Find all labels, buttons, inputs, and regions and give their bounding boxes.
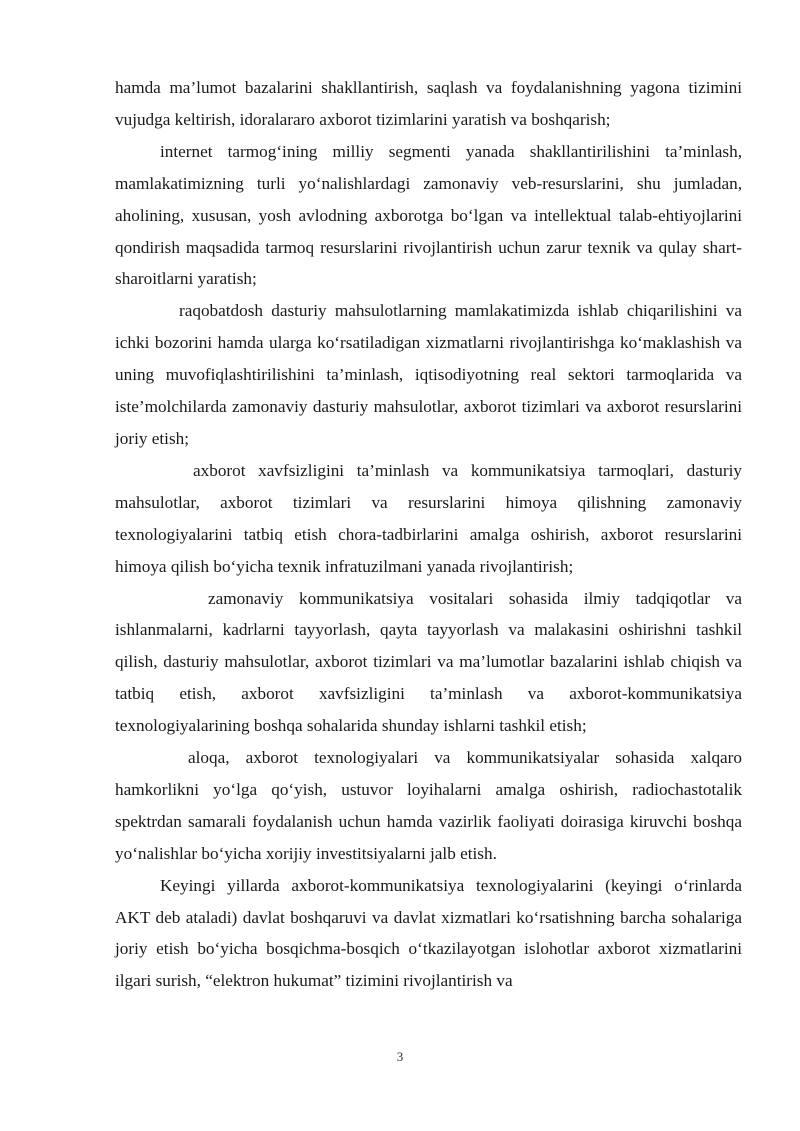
paragraph-research-and-training: zamonaviy kommunikatsiya vositalari sohasida ilmiy tadqiqotlar va ishlanmalarni, kadrlarni tayyorlash, qayta tayyorlash va malakasini oshirishni tashkil qilish, dasturiy mahsulotlar, axborot tizimlari va ma’lumotlar bazalarini ishlab chiqish va tatbiq etish, axborot xavfsizligini ta’minlash va axborot-kommunikatsiya texnologiyalarining boshqa sohalarida shunday ishlarni tashkil etish; [115, 588, 742, 736]
body-text [115, 72, 742, 997]
paragraph-software-products: raqobatdosh dasturiy mahsulotlarning mamlakatimizda ishlab chiqarilishini va ichki bozorini hamda ularga ko‘rsatiladigan xizmatlarni rivojlantirishga ko‘maklashish va uning muvofiqlashtirilishini ta’minlash, iqtisodiyotning real sektori tarmoqlarida va iste’molchilarda zamonaviy dasturiy mahsulotlar, axborot tizimlari va axborot resurslarini joriy etish; [115, 301, 742, 448]
paragraph-continuation: hamda ma’lumot bazalarini shakllantirish, saqlash va foydalanishning yagona tizimini vujudga keltirish, idoralararo axborot tizimlarini yaratish va boshqarish; [115, 78, 742, 129]
paragraph-international-cooperation: aloqa, axborot texnologiyalari va kommunikatsiyalar sohasida xalqaro hamkorlikni yo‘lga qo‘yish, ustuvor loyihalarni amalga oshirish, radiochastotalik spektrdan samarali foydalanish uchun hamda vazirlik faoliyati doirasiga kiruvchi boshqa yo‘nalishlar bo‘yicha xorijiy investitsiyalarni jalb etish. [115, 748, 742, 863]
paragraph-internet-segment: internet tarmog‘ining milliy segmenti yanada shakllantirilishini ta’minlash, mamlakatimizning turli yo‘nalishlardagi zamonaviy veb-resurslarini, shu jumladan, aholining, xususan, yosh avlodning axborotga bo‘lgan va intellektual talab-ehtiyojlarini qondirish maqsadida tarmoq resurslarini rivojlantirish uchun zarur texnik va qulay shart-sharoitlarni yaratish; [115, 141, 742, 289]
paragraph-information-security: axborot xavfsizligini ta’minlash va kommunikatsiya tarmoqlari, dasturiy mahsulotlar, axborot tizimlari va resurslarini himoya qilishning zamonaviy texnologiyalarini tatbiq etish chora-tadbirlarini amalga oshirish, axborot resurslarini himoya qilish bo‘yicha texnik infratuzilmani yanada rivojlantirish; [115, 460, 742, 576]
page-number: 3 [396, 1049, 404, 1064]
paragraph-recent-years: Keyingi yillarda axborot-kommunikatsiya texnologiyalarini (keyingi o‘rinlarda AKT deb ataladi) davlat boshqaruvi va davlat xizmatlari ko‘rsatishning barcha sohalariga joriy etish bo‘yicha bosqichma-bosqich o‘tkazilayotgan islohotlar axborot xizmatlarini ilgari surish, “elektron hukumat” tizimini rivojlantirish va [115, 875, 742, 991]
